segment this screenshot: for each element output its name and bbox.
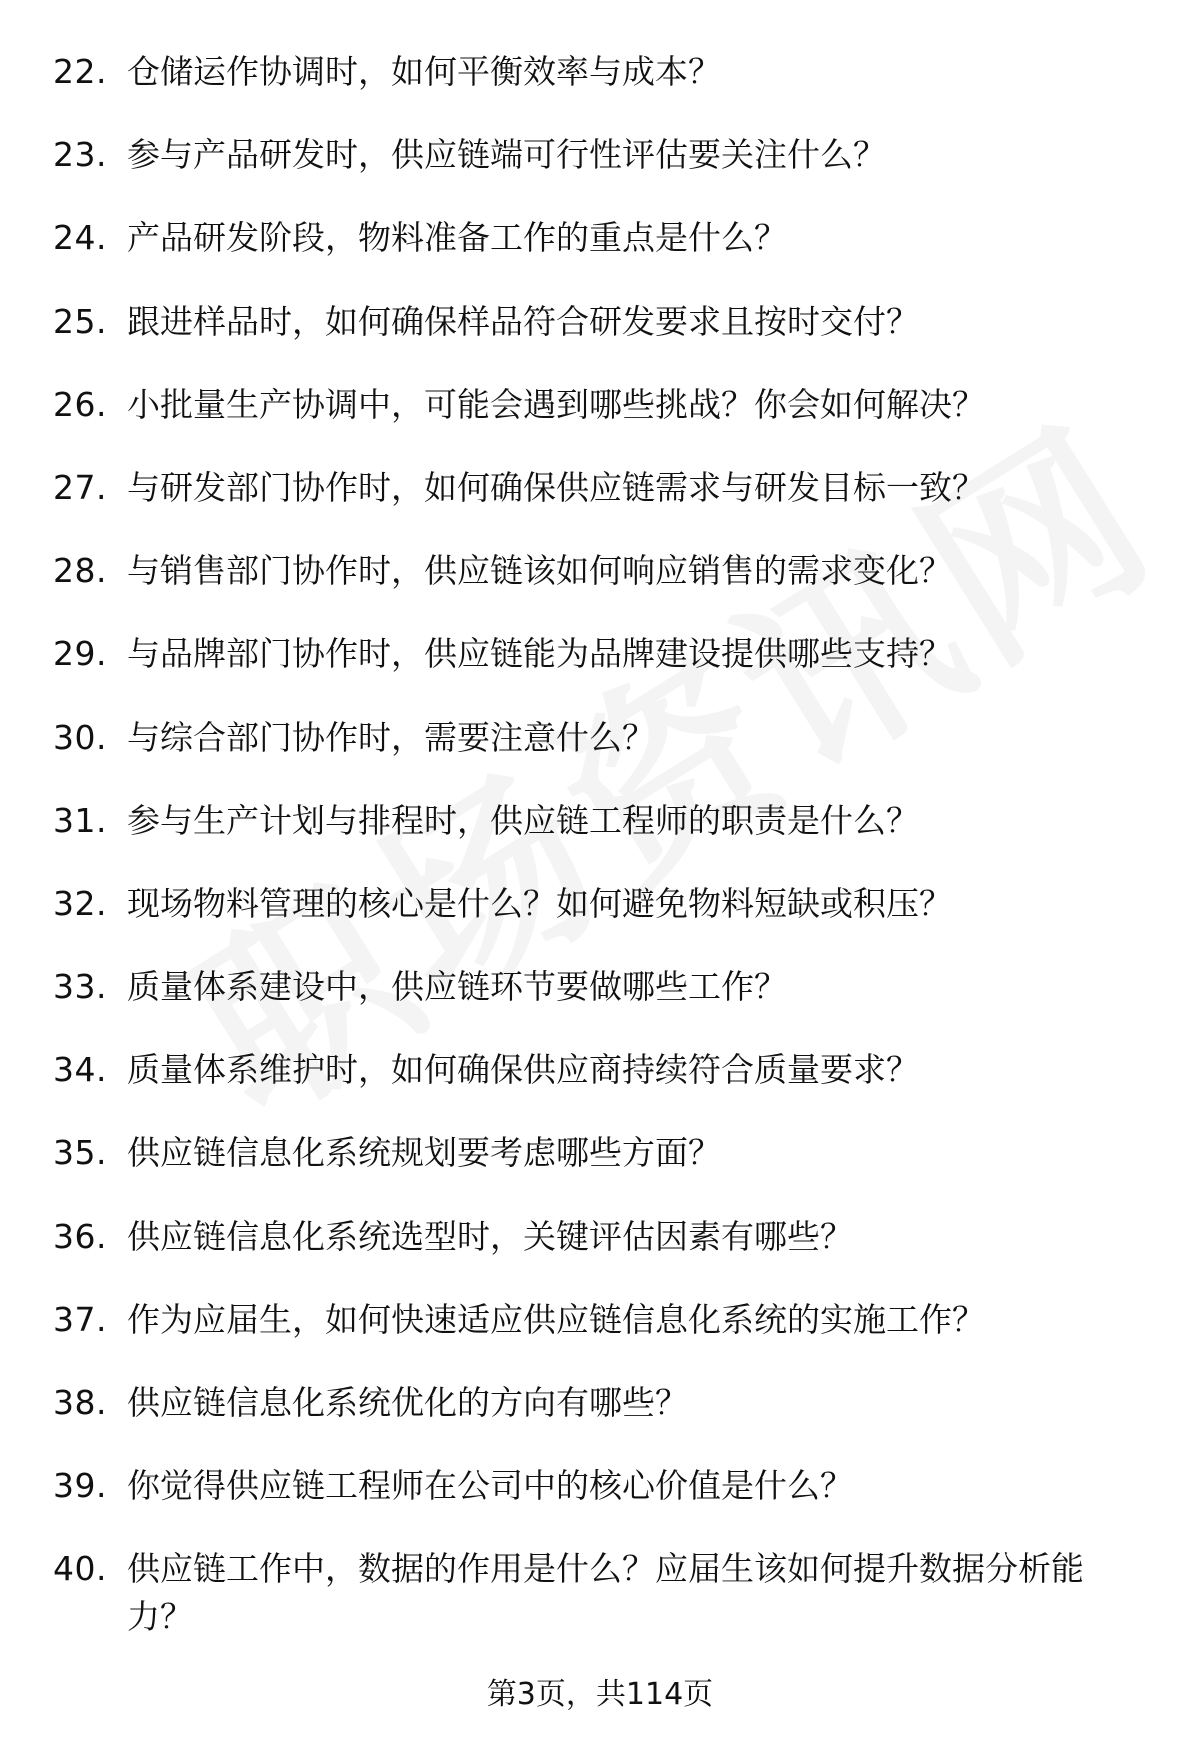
question-number: 34. [53, 1050, 107, 1090]
question-text: 作为应届生，如何快速适应供应链信息化系统的实施工作？ [127, 1299, 985, 1339]
question-number: 35. [53, 1133, 107, 1173]
question-item [0, 630, 1200, 713]
question-number: 22. [53, 52, 107, 91]
question-text: 供应链信息化系统优化的方向有哪些？ [127, 1383, 688, 1422]
question-text: 质量体系维护时，如何确保供应商持续符合质量要求？ [127, 1050, 919, 1090]
question-item [0, 298, 1200, 381]
question-item [0, 1462, 1200, 1545]
question-number: 31. [53, 800, 107, 840]
question-text: 质量体系建设中，供应链环节要做哪些工作？ [127, 967, 787, 1007]
question-text: 现场物料管理的核心是什么？如何避免物料短缺或积压？ [127, 883, 952, 923]
question-text: 与销售部门协作时，供应链该如何响应销售的需求变化？ [127, 551, 952, 591]
question-text: 与综合部门协作时，需要注意什么？ [127, 717, 655, 757]
question-number: 25. [53, 301, 107, 341]
question-number: 28. [53, 551, 107, 591]
question-item [0, 880, 1200, 963]
question-number: 40. [53, 1549, 107, 1589]
question-item [0, 1129, 1200, 1212]
question-number: 30. [53, 717, 107, 757]
question-text: 仓储运作协调时，如何平衡效率与成本？ [127, 52, 721, 91]
question-number: 33. [53, 967, 107, 1007]
page-number-footer: 第3页，共114页 [486, 1677, 714, 1712]
question-number: 26. [53, 384, 107, 424]
question-item [0, 547, 1200, 630]
question-number: 32. [53, 883, 107, 923]
question-item [0, 1379, 1200, 1462]
question-item [0, 131, 1200, 214]
question-item [0, 1296, 1200, 1379]
question-number: 37. [53, 1299, 107, 1339]
question-item [0, 714, 1200, 797]
question-text: 你觉得供应链工程师在公司中的核心价值是什么？ [127, 1466, 853, 1506]
question-number: 38. [53, 1383, 107, 1422]
question-item [0, 963, 1200, 1046]
question-number: 27. [53, 467, 107, 507]
question-number: 36. [53, 1216, 107, 1256]
question-list [0, 48, 1200, 1641]
question-item [0, 381, 1200, 464]
question-text: 供应链工作中，数据的作用是什么？应届生该如何提升数据分析能力？ [127, 1549, 1084, 1637]
question-item [0, 1545, 1200, 1641]
question-item [0, 1046, 1200, 1129]
question-text: 与研发部门协作时，如何确保供应链需求与研发目标一致？ [127, 467, 985, 507]
question-text: 参与生产计划与排程时，供应链工程师的职责是什么？ [127, 800, 919, 840]
question-item [0, 1213, 1200, 1296]
question-item [0, 797, 1200, 880]
question-text: 供应链信息化系统选型时，关键评估因素有哪些？ [127, 1216, 853, 1256]
question-text: 小批量生产协调中，可能会遇到哪些挑战？你会如何解决？ [127, 384, 985, 424]
question-number: 23. [53, 135, 107, 175]
question-text: 与品牌部门协作时，供应链能为品牌建设提供哪些支持？ [127, 634, 952, 674]
question-text: 产品研发阶段，物料准备工作的重点是什么？ [127, 218, 787, 258]
question-number: 24. [53, 218, 107, 258]
question-text: 跟进样品时，如何确保样品符合研发要求且按时交付？ [127, 301, 919, 341]
question-item [0, 214, 1200, 297]
question-text: 参与产品研发时，供应链端可行性评估要关注什么？ [127, 135, 886, 175]
question-text: 供应链信息化系统规划要考虑哪些方面？ [127, 1133, 721, 1173]
question-number: 29. [53, 634, 107, 674]
question-item [0, 48, 1200, 131]
question-item [0, 464, 1200, 547]
question-number: 39. [53, 1466, 107, 1506]
